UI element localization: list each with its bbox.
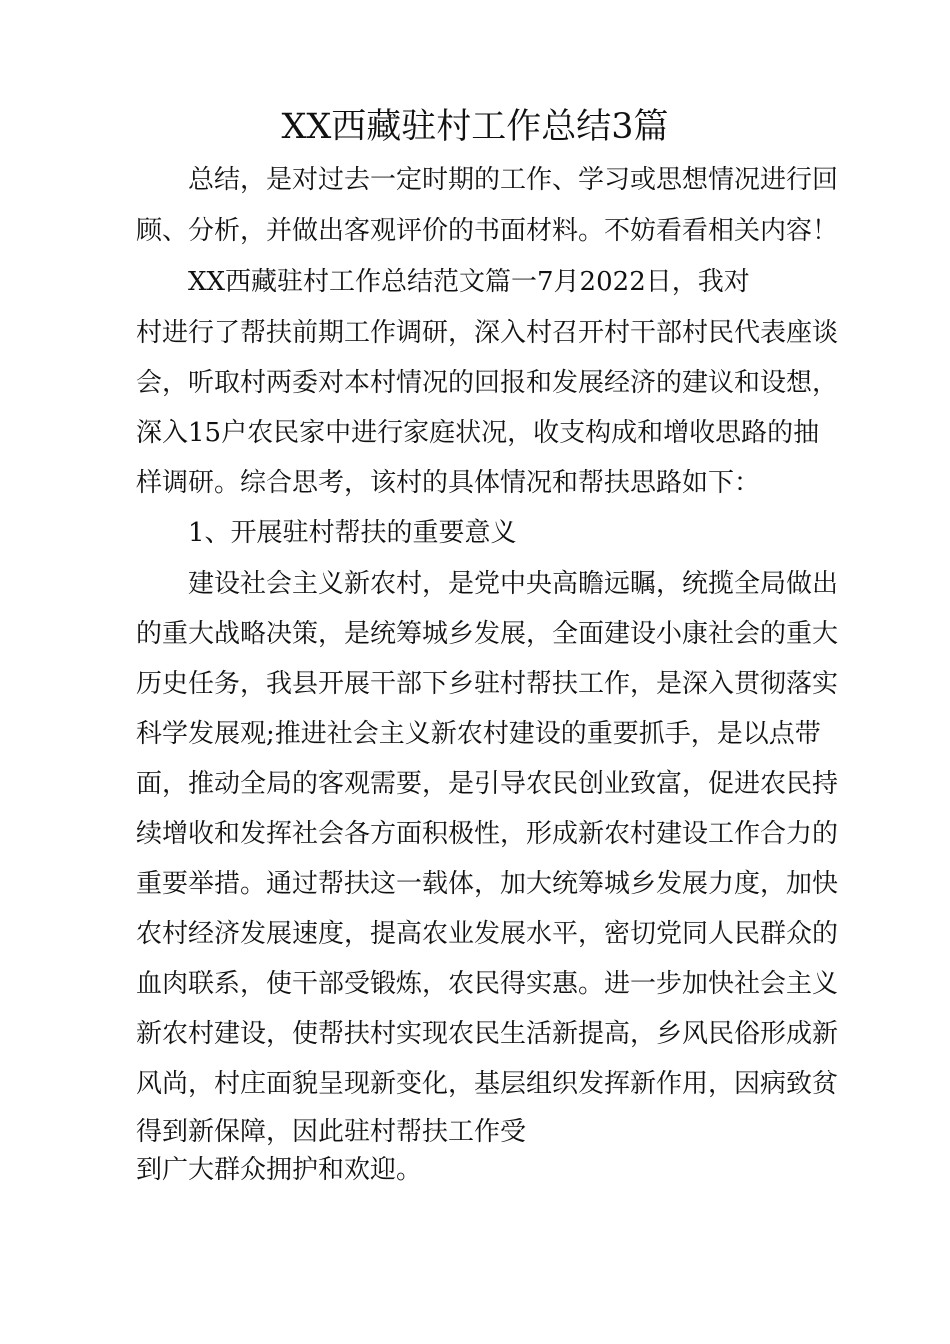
paragraph-line: 深入15户农民家中进行家庭状况，收支构成和增收思路的抽 — [136, 418, 820, 448]
paragraph-line: 总结，是对过去一定时期的工作、学习或思想情况进行回 — [188, 165, 839, 195]
paragraph-line: 会，听取村两委对本村情况的回报和发展经济的建议和设想， — [136, 368, 839, 398]
paragraph-line: 得到新保障，因此驻村帮扶工作受 — [136, 1117, 527, 1147]
paragraph-line: 到广大群众拥护和欢迎。 — [136, 1155, 423, 1185]
paragraph-line: 新农村建设，使帮扶村实现农民生活新提高，乡风民俗形成新 — [136, 1019, 839, 1049]
paragraph-line: 风尚，村庄面貌呈现新变化，基层组织发挥新作用，因病致贫 — [136, 1069, 839, 1099]
paragraph-line: 顾、分析，并做出客观评价的书面材料。不妨看看相关内容！ — [136, 216, 839, 246]
paragraph-line: 建设社会主义新农村，是党中央高瞻远瞩，统揽全局做出 — [188, 569, 839, 599]
document-title: XX西藏驻村工作总结3篇 — [281, 107, 669, 147]
paragraph-line: 续增收和发挥社会各方面积极性，形成新农村建设工作合力的 — [136, 819, 839, 849]
paragraph-line: 历史任务，我县开展干部下乡驻村帮扶工作，是深入贯彻落实 — [136, 669, 839, 699]
paragraph-line: 血肉联系，使干部受锻炼，农民得实惠。进一步加快社会主义 — [136, 969, 839, 999]
paragraph-line: XX西藏驻村工作总结范文篇一7月2022日，我对 — [188, 267, 750, 297]
paragraph-line: 样调研。综合思考，该村的具体情况和帮扶思路如下： — [136, 468, 761, 498]
section-heading: 1、开展驻村帮扶的重要意义 — [188, 518, 517, 548]
paragraph-line: 科学发展观;推进社会主义新农村建设的重要抓手，是以点带 — [136, 719, 821, 749]
paragraph-line: 重要举措。通过帮扶这一载体，加大统筹城乡发展力度，加快 — [136, 869, 839, 899]
paragraph-line: 的重大战略决策，是统筹城乡发展，全面建设小康社会的重大 — [136, 619, 839, 649]
paragraph-line: 农村经济发展速度，提高农业发展水平，密切党同人民群众的 — [136, 919, 839, 949]
paragraph-line: 面，推动全局的客观需要，是引导农民创业致富，促进农民持 — [136, 769, 839, 799]
paragraph-line: 村进行了帮扶前期工作调研，深入村召开村干部村民代表座谈 — [136, 318, 839, 348]
